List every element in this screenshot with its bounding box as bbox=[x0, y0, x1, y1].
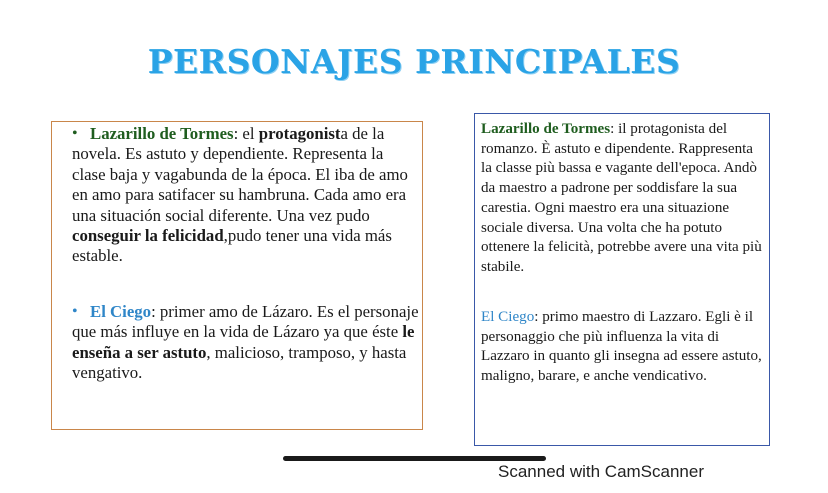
bullet-icon: • bbox=[72, 303, 78, 320]
italian-text-box bbox=[474, 113, 770, 446]
paragraph-lazarillo-it bbox=[481, 120, 763, 278]
character-name-ciego: El Ciego bbox=[481, 309, 535, 325]
text-segment: : el bbox=[233, 124, 259, 143]
bold-segment: le enseña a ser astuto bbox=[72, 322, 415, 362]
bold-segment: conseguir la felicidad bbox=[72, 226, 224, 246]
bold-segment: protagonist bbox=[258, 124, 341, 143]
paragraph-lazarillo bbox=[72, 124, 412, 267]
character-name-lazarillo: Lazarillo de Tormes bbox=[481, 121, 611, 137]
text-segment: : primo maestro di Lazzaro. Egli è il personaggio che più influenza la vita di Lazzaro in quanto gli insegna ad essere astuto, maligno, barare, e anche vendicativo. bbox=[481, 309, 762, 385]
bullet-icon: • bbox=[72, 125, 78, 142]
bullet-item-ciego bbox=[72, 302, 420, 384]
page-title: PERSONAJES PRINCIPALES bbox=[147, 42, 681, 81]
paragraph-ciego-it bbox=[481, 308, 763, 387]
text-segment: ,pudo tener una vida más estable. bbox=[72, 226, 392, 266]
spanish-text-box bbox=[51, 121, 423, 430]
text-segment: a de la novela. Es astuto y dependiente. Representa la clase baja y vagabunda de la época. El iba de amo en amo para satifacer su hambruna. Cada amo era una situación social diferente. Una vez pudo bbox=[72, 124, 408, 225]
text-segment: , malicioso, tramposo, y hasta vengativo. bbox=[72, 342, 407, 383]
text-segment: : primer amo de Lázaro. Es el personaje que más influye en la vida de Lázaro ya que éste bbox=[72, 302, 419, 342]
scroll-indicator[interactable] bbox=[283, 456, 546, 461]
character-name-lazarillo: Lazarillo de Tormes bbox=[90, 124, 234, 143]
camscanner-watermark: Scanned with CamScanner bbox=[498, 462, 705, 481]
bullet-item-lazarillo bbox=[72, 124, 412, 267]
text-segment: : il protagonista del romanzo. È astuto e dipendente. Rappresenta la classe più bassa e vagante dell'epoca. Andò da maestro a padrone per soddisfare la sua carestia. Ogni maestro era una situazione sociale diversa. Una volta che ha potuto ottenere la felicità, potrebbe avere una vita più stabile. bbox=[481, 121, 762, 275]
character-name-ciego: El Ciego bbox=[90, 302, 152, 321]
paragraph-ciego bbox=[72, 302, 420, 384]
